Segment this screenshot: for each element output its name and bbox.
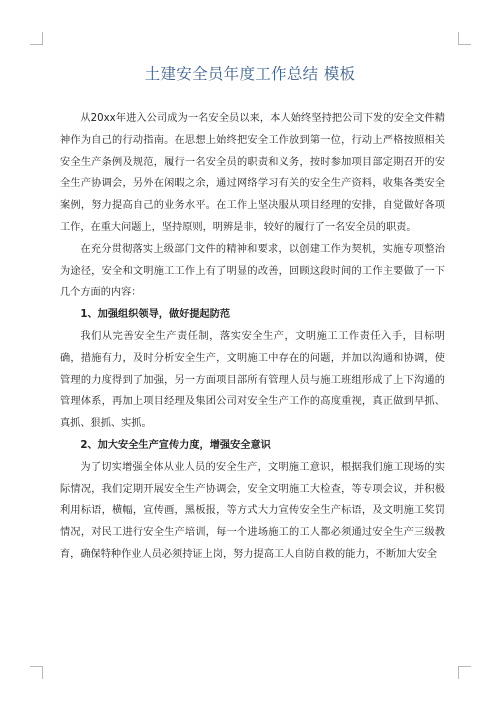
paragraph-intro: 从20xx年进入公司成为一名安全员以来，本人始终坚持把公司下发的安全文件精神作为自己的行动指南。在思想上始终把安全工作放到第一位，行动上严格按照相关安全生产条例及规范，履行一名安全员的职责和义务，按时参加项目部定期召开的安全生产协调会，另外在闲暇之余，通过网络学习有关的安全生产资料，收集各类安全案例，努力提高自己的业务水平。在工作上坚决服从项目经理的安排，自觉做好各项工作，在重大问题上，坚持原则，明辨是非，较好的履行了一名安全员的职责。 bbox=[60, 113, 445, 233]
document-title: 土建安全员年度工作总结 模板 bbox=[144, 65, 356, 83]
section-heading-2: 2、加大安全生产宣传力度，增强安全意识 bbox=[80, 439, 271, 451]
crop-mark-bottom-right bbox=[458, 666, 471, 679]
section-heading-1: 1、加强组织领导，做好提起防范 bbox=[80, 309, 231, 321]
crop-mark-top-left bbox=[30, 32, 43, 45]
paragraph-section-2: 为了切实增强全体从业人员的安全生产，文明施工意识，根据我们施工现场的实际情况，我们定期开展安全生产协调会，安全文明施工大检查，等专项会议，并积极利用标语，横幅，宣传画，黑板报，等方式大力宣传安全生产标语，及文明施工奖罚情况，对民工进行安全生产培训，每一个进场施工的工人都必须通过安全生产三级教育，确保特种作业人员必须持证上岗，努力提高工人自防自救的能力，不断加大安全 bbox=[60, 461, 445, 560]
document-body bbox=[60, 108, 445, 566]
crop-mark-bottom-left bbox=[30, 666, 43, 679]
paragraph-overview: 在充分贯彻落实上级部门文件的精神和要求，以创建工作为契机，实施专项整治为途径，安全和文明施工工作上有了明显的改善，回顾这段时间的工作主要做了一下几个方面的内容： bbox=[60, 243, 445, 299]
crop-mark-top-right bbox=[458, 32, 471, 45]
paragraph-section-1: 我们从完善安全生产责任制，落实安全生产，文明施工工作责任入手，目标明确，措施有力，及时分析安全生产，文明施工中存在的问题，并加以沟通和协调，使管理的力度得到了加强，另一方面项目部所有管理人员与施工班组形成了上下沟通的管理体系，再加上项目经理及集团公司对安全生产工作的高度重视，真正做到早抓、真抓、狠抓、实抓。 bbox=[60, 330, 445, 430]
